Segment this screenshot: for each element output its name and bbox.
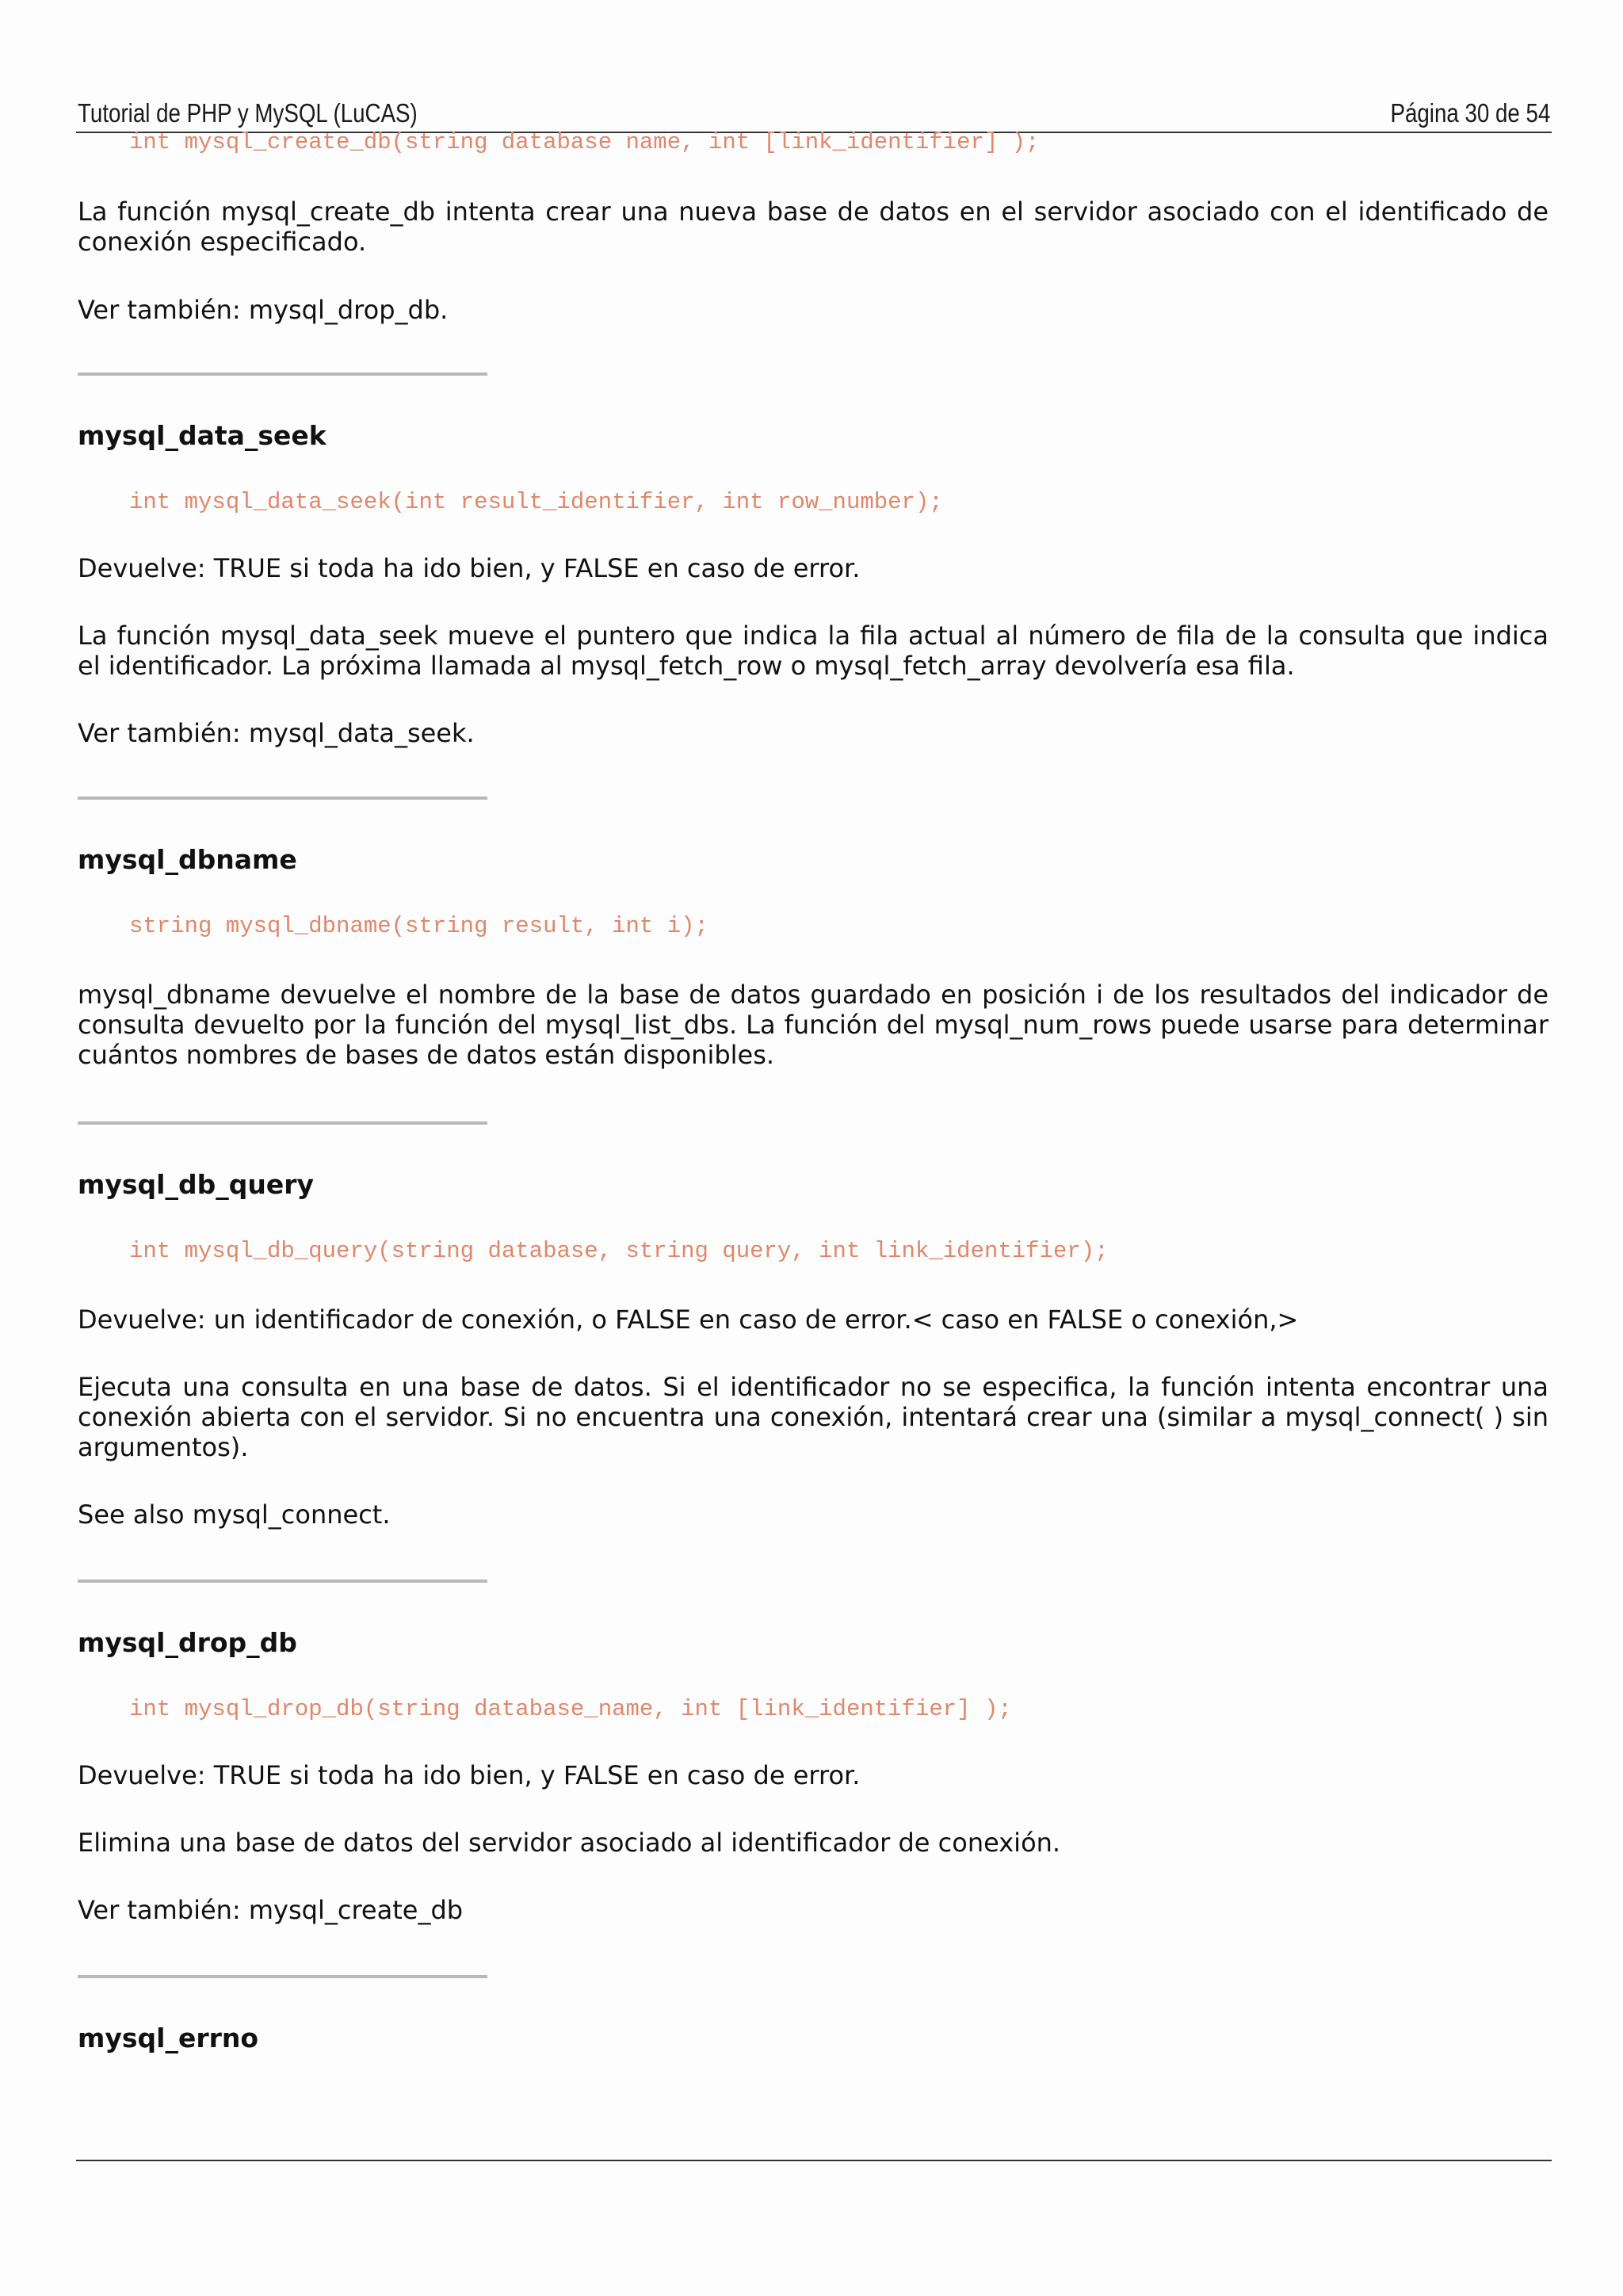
page-content (78, 127, 1549, 2054)
data-seek-description: La función mysql_data_seek mueve el puntero que indica la fila actual al número de fila de la consulta que indica el identificador. La próxima llamada al mysql_fetch_row o mysql_fetch_array devolvería esa fila. (78, 621, 1549, 681)
document-title: Tutorial de PHP y MySQL (LuCAS) (78, 98, 418, 128)
drop-db-description: Elimina una base de datos del servidor asociado al identificador de conexión. (78, 1828, 1061, 1858)
create-db-description: La función mysql_create_db intenta crear una nueva base de datos en el servidor asociado con el identificado de conexión especificado. (78, 197, 1549, 257)
data-seek-see-also: Ver también: mysql_data_seek. (78, 718, 475, 748)
drop-db-see-also: Ver también: mysql_create_db (78, 1895, 464, 1925)
db-query-heading: mysql_db_query (78, 1169, 314, 1200)
drop-db-heading: mysql_drop_db (78, 1627, 297, 1658)
create-db-signature: int mysql_create_db(string database name, int [link_identifier] ); (129, 129, 1040, 155)
data-seek-heading: mysql_data_seek (78, 420, 327, 451)
dbname-description: mysql_dbname devuelve el nombre de la base de datos guardado en posición i de los resultados del indicador de consulta devuelto por la función del mysql_list_dbs. La función del mysql_num_rows puede usarse para determinar cuántos nombres de bases de datos están disponibles. (78, 980, 1549, 1070)
page-number: Página 30 de 54 (1390, 98, 1550, 128)
data-seek-returns: Devuelve: TRUE si toda ha ido bien, y FALSE en caso de error. (78, 553, 861, 583)
drop-db-returns: Devuelve: TRUE si toda ha ido bien, y FALSE en caso de error. (78, 1760, 861, 1790)
footer-rule (76, 2160, 1552, 2161)
dbname-signature: string mysql_dbname(string result, int i); (129, 913, 708, 939)
create-db-see-also: Ver también: mysql_drop_db. (78, 295, 449, 325)
drop-db-signature: int mysql_drop_db(string database_name, int [link_identifier] ); (129, 1696, 1012, 1722)
db-query-description: Ejecuta una consulta en una base de datos. Si el identificador no se especifica, la función intenta encontrar una conexión abierta con el servidor. Si no encuentra una conexión, intentará crear una (similar a mysql_connect( ) sin argumentos). (78, 1372, 1549, 1462)
data-seek-signature: int mysql_data_seek(int result_identifier, int row_number); (129, 489, 943, 515)
db-query-signature: int mysql_db_query(string database, string query, int link_identifier); (129, 1238, 1109, 1264)
dbname-heading: mysql_dbname (78, 844, 297, 875)
errno-heading: mysql_errno (78, 2023, 259, 2053)
db-query-returns: Devuelve: un identificador de conexión, o FALSE en caso de error.< caso en FALSE o conexión,> (78, 1305, 1299, 1335)
db-query-see-also: See also mysql_connect. (78, 1499, 391, 1530)
